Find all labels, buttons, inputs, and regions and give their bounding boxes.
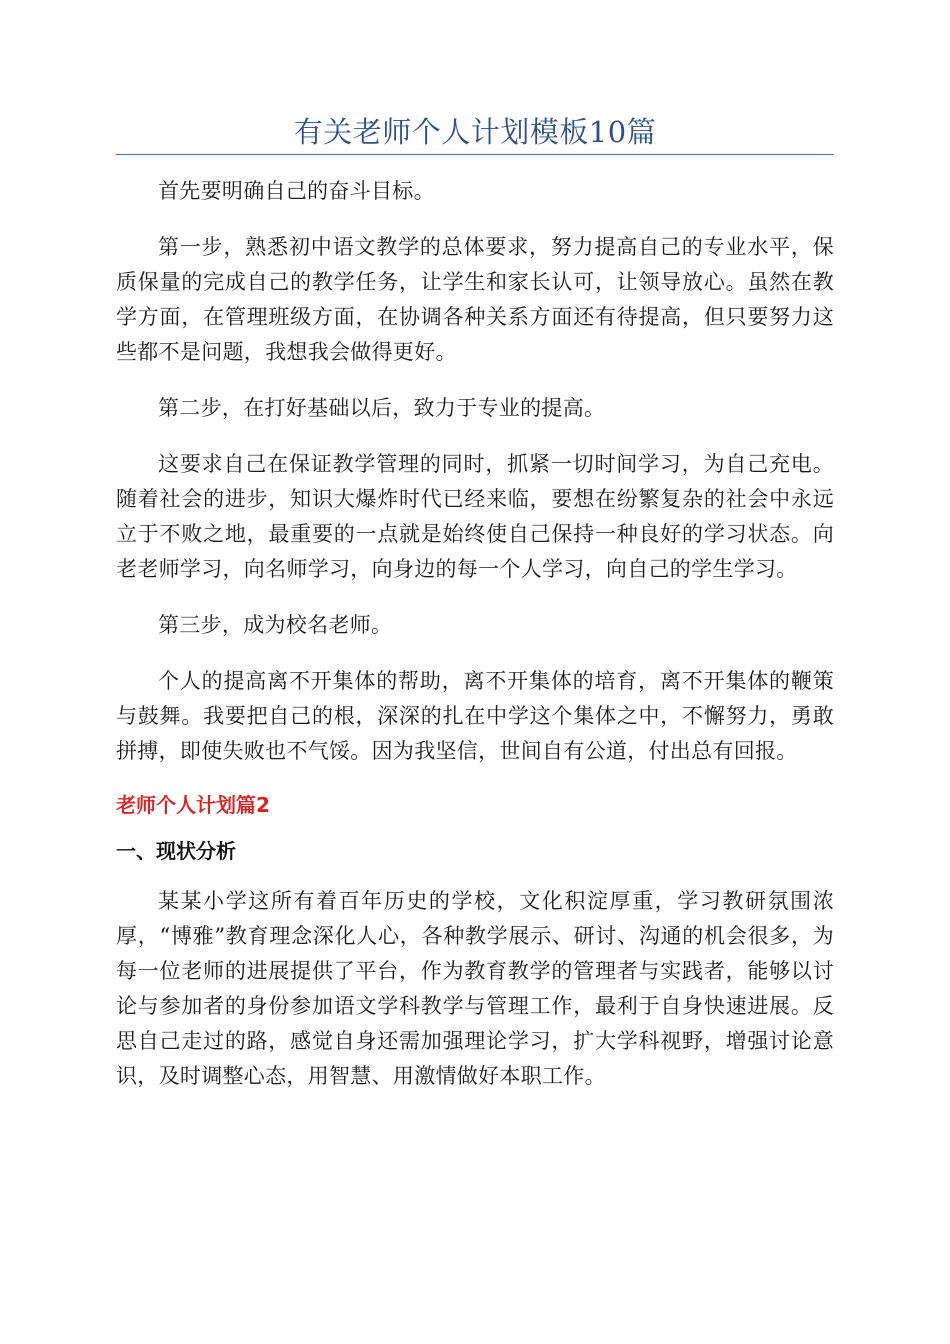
document-body: [116, 174, 834, 1115]
title-underline: [116, 154, 834, 155]
paragraph-step-one: 第一步，熟悉初中语文教学的总体要求，努力提高自己的专业水平，保质保量的完成自己的教学任务，让学生和家长认可，让领导放心。虽然在教学方面，在管理班级方面，在协调各种关系方面还有待提高，但只要努力这些都不是问题，我想我会做得更好。: [116, 235, 834, 364]
section-subheading: 一、现状分析: [116, 839, 236, 863]
paragraph-step-three-detail: 个人的提高离不开集体的帮助，离不开集体的培育，离不开集体的鞭策与鼓舞。我要把自己的根，深深的扎在中学这个集体之中，不懈努力，勇敢拼搏，即使失败也不气馁。因为我坚信，世间自有公道，付出总有回报。: [116, 669, 834, 763]
paragraph-step-two-detail: 这要求自己在保证教学管理的同时，抓紧一切时间学习，为自己充电。随着社会的进步，知识大爆炸时代已经来临，要想在纷繁复杂的社会中永远立于不败之地，最重要的一点就是始终使自己保持一种良好的学习状态。向老老师学习，向名师学习，向身边的每一个人学习，向自己的学生学习。: [116, 452, 834, 581]
paragraph-status-analysis: 某某小学这所有着百年历史的学校，文化积淀厚重，学习教研氛围浓厚，“博雅”教育理念深化人心，各种教学展示、研讨、沟通的机会很多，为每一位老师的进展提供了平台，作为教育教学的管理者与实践者，能够以讨论与参加者的身份参加语文学科教学与管理工作，最利于自身快速进展。反思自己走过的路，感觉自身还需加强理论学习，扩大学科视野，增强讨论意识，及时调整心态，用智慧、用激情做好本职工作。: [116, 889, 834, 1088]
paragraph-goal: 首先要明确自己的奋斗目标。: [158, 179, 435, 203]
paragraph-step-two: 第二步，在打好基础以后，致力于专业的提高。: [158, 396, 606, 420]
paragraph-step-three: 第三步，成为校名老师。: [158, 613, 393, 637]
document-title: 有关老师个人计划模板10篇: [293, 115, 657, 149]
section-heading: 老师个人计划篇2: [116, 793, 270, 817]
